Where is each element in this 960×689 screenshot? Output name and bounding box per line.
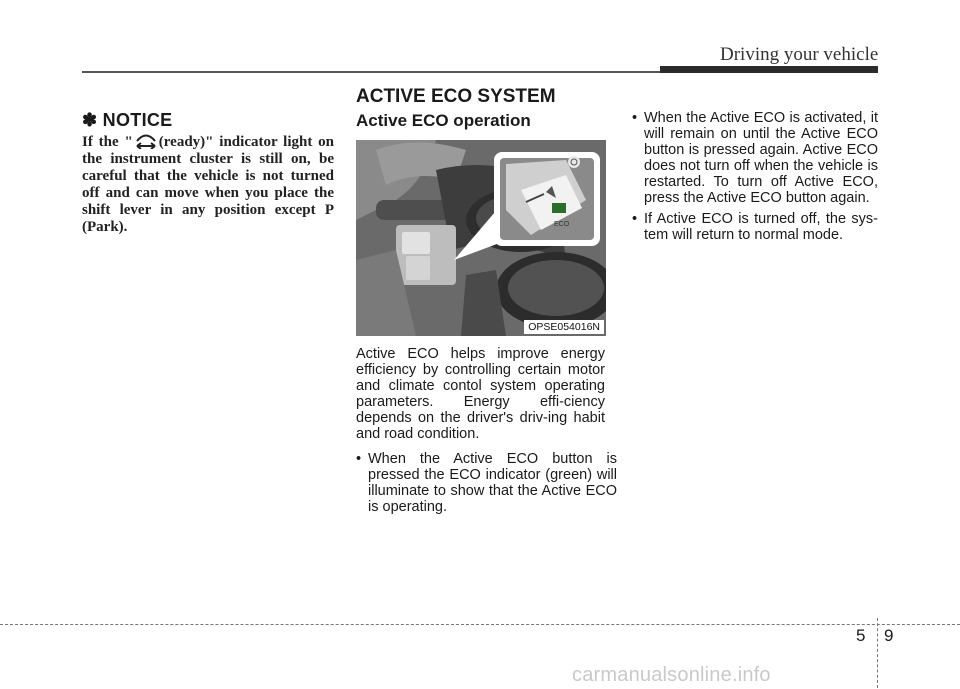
right-column	[632, 110, 878, 248]
ready-indicator-icon	[133, 133, 159, 149]
notice-text-start: If the "	[82, 134, 133, 150]
bullet-eco-activated	[632, 110, 878, 206]
footer-divider	[877, 618, 878, 688]
notice-heading: ✽ NOTICE	[82, 110, 173, 130]
notice-body	[82, 133, 334, 236]
intro-paragraph: Active ECO helps improve energy efficiency by controlling certain motor and climate contol system operating parameters. Energy effi-ciency depends on the driver's driv-ing habit and road condition.	[356, 346, 605, 442]
watermark: carmanualsonline.info	[572, 664, 771, 686]
bullet-dot: •	[632, 110, 638, 126]
bullet-eco-off	[632, 211, 878, 243]
notice-text-end: (ready)" indicator light on the instrument cluster is still on, be careful that the vehicle is not turned off and can move when you place the shift lever in any position except P (Park).	[82, 134, 334, 235]
eco-button-illustration	[356, 140, 606, 336]
bullet-dot: •	[356, 451, 362, 467]
header-accent-bar	[660, 66, 878, 73]
bullet-text: If Active ECO is turned off, the sys-tem will return to normal mode.	[644, 211, 878, 243]
footer-rule	[0, 624, 960, 625]
bullet-text: When the Active ECO button is pressed the ECO indicator (green) will illuminate to show that the Active ECO is operating.	[368, 451, 617, 515]
section-header: Driving your vehicle	[720, 44, 879, 65]
page-title: ACTIVE ECO SYSTEM	[356, 86, 556, 107]
chapter-number: 5	[856, 626, 866, 645]
bullet-dot: •	[632, 211, 638, 227]
header-rule	[82, 71, 662, 73]
bullet-text: When the Active ECO is activated, it will remain on until the Active ECO button is pressed again. Active ECO does not turn off when the vehicle is restarted. To turn off Active ECO, press the Active ECO button again.	[644, 110, 878, 206]
svg-text:ECO: ECO	[554, 221, 570, 228]
bullet-eco-pressed	[356, 451, 617, 515]
section-subtitle: Active ECO operation	[356, 111, 531, 130]
page-number: 9	[884, 626, 894, 645]
figure-code: OPSE054016N	[524, 320, 604, 334]
console-photo	[356, 140, 606, 336]
